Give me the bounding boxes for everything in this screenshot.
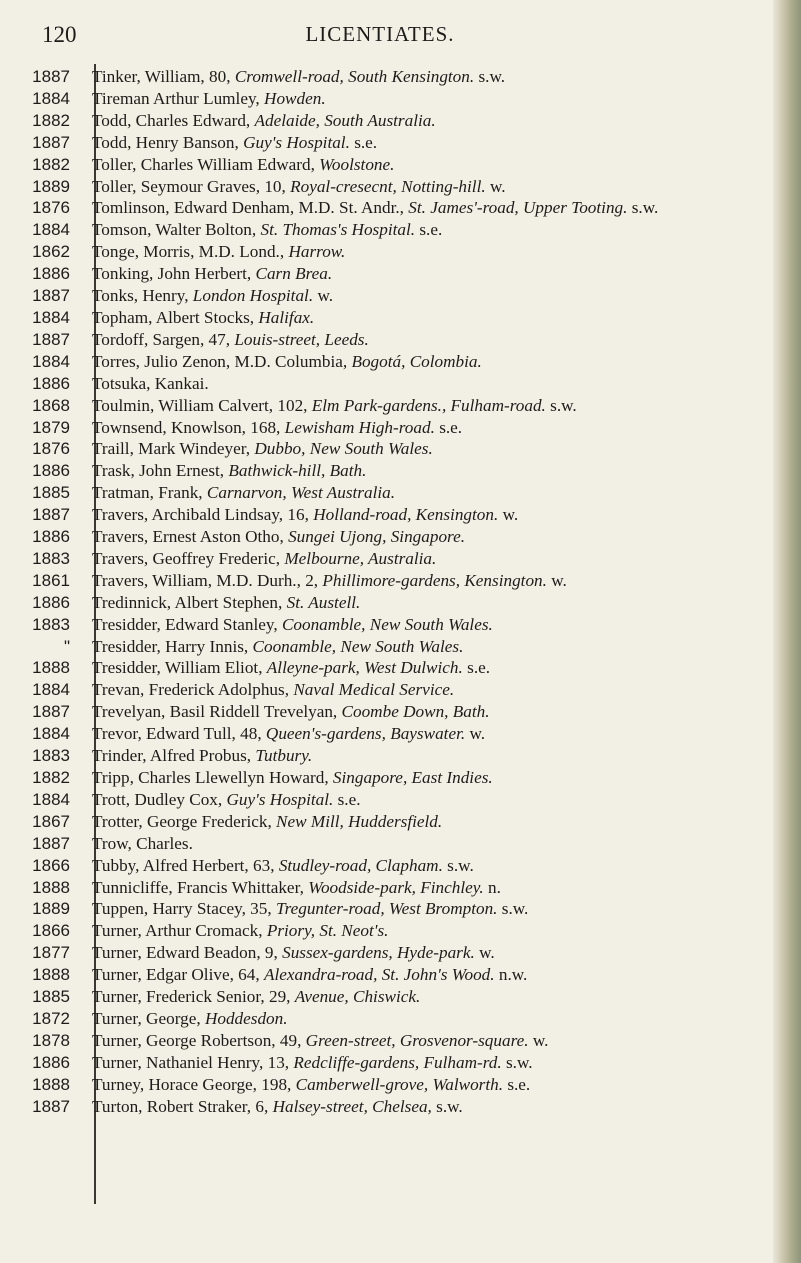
entry-year: 1876: [32, 439, 70, 459]
entry-year: 1876: [32, 198, 70, 218]
entry-row: [0, 373, 760, 395]
entry-row: [0, 855, 760, 877]
entry-row: [0, 1030, 760, 1052]
entry-text: [82, 263, 760, 285]
entry-place: Avenue, Chiswick.: [294, 987, 421, 1007]
entry-name: Turner, Frederick Senior, 29,: [92, 987, 295, 1007]
entry-place: Coonamble, New South Wales.: [252, 636, 464, 656]
entry-year: 1884: [32, 220, 70, 240]
entry-name: Trinder, Alfred Probus,: [92, 746, 256, 766]
entry-text: [82, 482, 760, 504]
entry-place: Alexandra-road, St. John's Wood.: [263, 965, 495, 985]
entry-row: [0, 351, 760, 373]
entry-name: Trevor, Edward Tull, 48,: [92, 724, 266, 744]
entry-postal-district: w.: [313, 286, 334, 306]
entry-name: Trott, Dudley Cox,: [92, 789, 227, 809]
entry-name: Tordoff, Sargen, 47,: [92, 329, 235, 349]
entry-place: Adelaide, South Australia.: [254, 110, 436, 130]
entry-text: [82, 986, 760, 1008]
entry-year: 1882: [32, 110, 70, 130]
entry-row: [0, 1008, 760, 1030]
entry-year: 1879: [32, 417, 70, 437]
entry-place: Louis-street, Leeds.: [234, 329, 369, 349]
entry-text: [82, 1030, 760, 1052]
entry-text: [82, 745, 760, 767]
entry-postal-district: s.w.: [627, 198, 659, 218]
entry-text: [82, 833, 760, 855]
entry-year: 1887: [32, 505, 70, 525]
entry-row: [0, 438, 760, 460]
entry-name: Todd, Henry Banson,: [92, 132, 244, 152]
entry-text: [82, 592, 760, 614]
entry-year: 1885: [32, 483, 70, 503]
entry-year: 1886: [32, 527, 70, 547]
entry-year: 1883: [32, 548, 70, 568]
entry-postal-district: w.: [498, 505, 519, 525]
entry-name: Turner, Arthur Cromack,: [92, 921, 267, 941]
entry-place: Cromwell-road, South Kensington.: [234, 67, 475, 86]
entry-year: 1887: [32, 67, 70, 86]
entry-name: Travers, Geoffrey Frederic,: [92, 548, 285, 568]
entry-row: [0, 154, 760, 176]
entry-row: [0, 657, 760, 679]
entry-place: Sussex-gardens, Hyde-park.: [282, 943, 475, 963]
entry-text: [82, 351, 760, 373]
entry-place: Alleyne-park, West Dulwich.: [266, 658, 463, 678]
entry-postal-district: s.w.: [442, 855, 474, 875]
entry-row: [0, 285, 760, 307]
entry-year: 1888: [32, 1074, 70, 1094]
entry-row: [0, 526, 760, 548]
entry-text: [82, 1008, 760, 1030]
entry-year: 1862: [32, 242, 70, 262]
entry-text: [82, 66, 760, 88]
page-number: 120: [42, 22, 77, 47]
entry-name: Tonking, John Herbert,: [92, 264, 256, 284]
entry-name: Tinker, William, 80,: [92, 67, 235, 86]
entry-postal-district: s.w.: [501, 1052, 533, 1072]
entry-place: Sungei Ujong, Singapore.: [288, 527, 466, 547]
entry-place: Elm Park-gardens., Fulham-road.: [311, 395, 546, 415]
entry-name: Toller, Charles William Edward,: [92, 154, 320, 174]
entry-place: Queen's-gardens, Bayswater.: [265, 724, 466, 744]
entry-place: New Mill, Huddersfield.: [276, 811, 443, 831]
entry-year: 1888: [32, 965, 70, 985]
entry-place: Naval Medical Service.: [293, 680, 455, 700]
entry-place: Carn Brea.: [255, 264, 333, 284]
entry-text: [82, 811, 760, 833]
entry-place: Holland-road, Kensington.: [313, 505, 499, 525]
entry-place: Royal-cresecnt, Notting-hill.: [290, 176, 486, 196]
entry-row: [0, 263, 760, 285]
entry-year: 1868: [32, 395, 70, 415]
entry-name: Trask, John Ernest,: [92, 461, 229, 481]
entry-name: Tomlinson, Edward Denham, M.D. St. Andr.,: [92, 198, 409, 218]
entry-name: Todd, Charles Edward,: [92, 110, 255, 130]
entry-name: Toulmin, William Calvert, 102,: [92, 395, 312, 415]
entry-row: [0, 417, 760, 439]
entry-year: 1886: [32, 592, 70, 612]
entry-year: 1888: [32, 877, 70, 897]
entry-text: [82, 176, 760, 198]
entry-name: Turner, Edgar Olive, 64,: [92, 965, 264, 985]
entry-name: Turton, Robert Straker, 6,: [92, 1096, 273, 1116]
entry-year: 1887: [32, 833, 70, 853]
entry-place: St. James'-road, Upper Tooting.: [408, 198, 628, 218]
entry-text: [82, 920, 760, 942]
entry-postal-district: s.w.: [545, 395, 577, 415]
entry-place: Halifax.: [258, 307, 315, 327]
entry-postal-district: n.: [483, 877, 501, 897]
entry-name: Trotter, George Frederick,: [92, 811, 277, 831]
entry-list: [0, 66, 760, 1118]
entry-place: Harrow.: [288, 242, 346, 262]
entry-year: 1877: [32, 943, 70, 963]
entry-name: Torres, Julio Zenon, M.D. Columbia,: [92, 351, 352, 371]
entry-place: Coombe Down, Bath.: [341, 702, 490, 722]
entry-row: [0, 307, 760, 329]
entry-name: Townsend, Knowlson, 168,: [92, 417, 285, 437]
entry-text: [82, 701, 760, 723]
entry-row: [0, 176, 760, 198]
entry-name: Tripp, Charles Llewellyn Howard,: [92, 768, 333, 787]
entry-row: [0, 482, 760, 504]
entry-year: 1888: [32, 658, 70, 678]
page-edge: [773, 0, 801, 1263]
entry-name: Travers, William, M.D. Durh., 2,: [92, 570, 323, 590]
entry-row: [0, 789, 760, 811]
entry-year: 1866: [32, 855, 70, 875]
entry-text: [82, 285, 760, 307]
entry-text: [82, 855, 760, 877]
entry-row: [0, 110, 760, 132]
entry-name: Toller, Seymour Graves, 10,: [92, 176, 291, 196]
entry-row: [0, 132, 760, 154]
entry-name: Turney, Horace George, 198,: [92, 1074, 296, 1094]
entry-name: Topham, Albert Stocks,: [92, 307, 259, 327]
entry-year: 1884: [32, 351, 70, 371]
entry-postal-district: s.e.: [333, 789, 361, 809]
entry-row: [0, 1052, 760, 1074]
entry-text: [82, 1052, 760, 1074]
entry-postal-district: s.e.: [462, 658, 491, 678]
entry-text: [82, 154, 760, 176]
entry-place: Camberwell-grove, Walworth.: [295, 1074, 504, 1094]
entry-year: 1887: [32, 132, 70, 152]
entry-row: [0, 1096, 760, 1118]
entry-postal-district: s.w.: [474, 67, 506, 86]
entry-year: 1872: [32, 1008, 70, 1028]
entry-row: [0, 679, 760, 701]
entry-postal-district: s.e.: [415, 220, 443, 240]
entry-year: 1883: [32, 746, 70, 766]
entry-text: [82, 219, 760, 241]
entry-text: [82, 88, 760, 110]
entry-text: [82, 438, 760, 460]
entry-place: Tutbury.: [255, 746, 313, 766]
entry-place: Priory, St. Neot's.: [266, 921, 389, 941]
entry-place: Halsey-street, Chelsea,: [272, 1096, 432, 1116]
entry-text: [82, 570, 760, 592]
entry-year: 1878: [32, 1030, 70, 1050]
entry-place: London Hospital.: [192, 286, 314, 306]
entry-name: Travers, Archibald Lindsay, 16,: [92, 505, 314, 525]
entry-year: 1866: [32, 921, 70, 941]
entry-place: Green-street, Grosvenor-square.: [305, 1030, 529, 1050]
entry-place: St. Austell.: [286, 592, 361, 612]
entry-place: Woolstone.: [319, 154, 395, 174]
entry-text: [82, 460, 760, 482]
entry-year: 1886: [32, 373, 70, 393]
entry-year: 1867: [32, 811, 70, 831]
entry-row: [0, 877, 760, 899]
entry-year: 1887: [32, 286, 70, 306]
entry-postal-district: w.: [485, 176, 506, 196]
entry-place: Guy's Hospital.: [226, 789, 334, 809]
entry-text: [82, 657, 760, 679]
entry-year: 1887: [32, 702, 70, 722]
entry-place: Melbourne, Australia.: [284, 548, 437, 568]
entry-row: [0, 920, 760, 942]
entry-name: Trow, Charles.: [92, 833, 193, 853]
entry-name: Tomson, Walter Bolton,: [92, 220, 261, 240]
entry-text: [82, 526, 760, 548]
entry-place: Howden.: [264, 88, 326, 108]
entry-year: 1883: [32, 614, 70, 634]
entry-row: [0, 833, 760, 855]
entry-year: 1884: [32, 724, 70, 744]
entry-row: [0, 701, 760, 723]
entry-postal-district: w.: [528, 1030, 549, 1050]
entry-name: Tonks, Henry,: [92, 286, 193, 306]
entry-row: [0, 197, 760, 219]
entry-year: 1885: [32, 987, 70, 1007]
entry-year: 1889: [32, 899, 70, 919]
entry-name: Traill, Mark Windeyer,: [92, 439, 255, 459]
entry-year: 1886: [32, 1052, 70, 1072]
entry-row: [0, 504, 760, 526]
entry-year: 1884: [32, 307, 70, 327]
entry-year: 1882: [32, 154, 70, 174]
entry-row: [0, 745, 760, 767]
entry-row: [0, 66, 760, 88]
entry-name: Trevan, Frederick Adolphus,: [92, 680, 294, 700]
entry-postal-district: w.: [546, 570, 567, 590]
entry-place: St. Thomas's Hospital.: [260, 220, 416, 240]
entry-year: 1882: [32, 768, 70, 787]
entry-row: [0, 767, 760, 789]
entry-text: [82, 548, 760, 570]
entry-year: 1884: [32, 88, 70, 108]
entry-place: Bathwick-hill, Bath.: [228, 461, 367, 481]
entry-place: Dubbo, New South Wales.: [254, 439, 433, 459]
entry-row: [0, 964, 760, 986]
entry-row: [0, 636, 760, 658]
entry-text: [82, 395, 760, 417]
entry-postal-district: s.e.: [349, 132, 378, 152]
entry-row: [0, 898, 760, 920]
entry-text: [82, 789, 760, 811]
entry-row: [0, 219, 760, 241]
entry-name: Totsuka, Kankai.: [92, 373, 209, 393]
entry-text: [82, 241, 760, 263]
entry-row: [0, 395, 760, 417]
entry-name: Tresidder, Edward Stanley,: [92, 614, 282, 634]
entry-text: [82, 373, 760, 395]
entry-text: [82, 197, 760, 219]
entry-postal-district: s.e.: [434, 417, 463, 437]
entry-name: Turner, George,: [92, 1008, 205, 1028]
entry-place: Singapore, East Indies.: [332, 768, 493, 787]
entry-text: [82, 636, 760, 658]
entry-text: [82, 942, 760, 964]
entry-name: Tonge, Morris, M.D. Lond.,: [92, 242, 289, 262]
entry-place: Phillimore-gardens, Kensington.: [322, 570, 547, 590]
entry-name: Turner, George Robertson, 49,: [92, 1030, 306, 1050]
entry-text: [82, 1096, 760, 1118]
entry-year: 1884: [32, 680, 70, 700]
entry-place: Lewisham High-road.: [284, 417, 435, 437]
entry-year: 1884: [32, 789, 70, 809]
entry-text: [82, 504, 760, 526]
entry-postal-district: n.w.: [494, 965, 528, 985]
entry-postal-district: s.w.: [497, 899, 529, 919]
entry-text: [82, 877, 760, 899]
entry-row: [0, 811, 760, 833]
entry-name: Tresidder, Harry Innis,: [92, 636, 253, 656]
entry-postal-district: s.e.: [503, 1074, 531, 1094]
entry-text: [82, 964, 760, 986]
entry-place: Carnarvon, West Australia.: [206, 483, 396, 503]
entry-text: [82, 898, 760, 920]
entry-year: 1889: [32, 176, 70, 196]
entry-name: Travers, Ernest Aston Otho,: [92, 527, 289, 547]
entry-text: [82, 723, 760, 745]
entry-text: [82, 679, 760, 701]
entry-postal-district: s.w.: [431, 1096, 463, 1116]
entry-place: Bogotá, Colombia.: [351, 351, 482, 371]
entry-name: Tunnicliffe, Francis Whittaker,: [92, 877, 309, 897]
entry-year: 1886: [32, 264, 70, 284]
entry-row: [0, 1074, 760, 1096]
entry-postal-district: w.: [474, 943, 495, 963]
entry-row: [0, 986, 760, 1008]
entry-row: [0, 329, 760, 351]
entry-row: [0, 241, 760, 263]
entry-place: Guy's Hospital.: [243, 132, 350, 152]
entry-place: Studley-road, Clapham.: [278, 855, 443, 875]
entry-row: [0, 570, 760, 592]
entry-name: Tresidder, William Eliot,: [92, 658, 267, 678]
page-header: [0, 22, 760, 52]
entry-place: Coonamble, New South Wales.: [281, 614, 493, 634]
entry-name: Tubby, Alfred Herbert, 63,: [92, 855, 279, 875]
entry-text: [82, 307, 760, 329]
entry-postal-district: w.: [465, 724, 486, 744]
entry-name: Turner, Edward Beadon, 9,: [92, 943, 283, 963]
entry-text: [82, 110, 760, 132]
entry-text: [82, 329, 760, 351]
entry-text: [82, 767, 760, 789]
entry-year: ": [63, 636, 70, 656]
entry-text: [82, 614, 760, 636]
entry-name: Tratman, Frank,: [92, 483, 207, 503]
entry-text: [82, 1074, 760, 1096]
entry-place: Redcliffe-gardens, Fulham-rd.: [293, 1052, 502, 1072]
entry-name: Turner, Nathaniel Henry, 13,: [92, 1052, 294, 1072]
entry-row: [0, 942, 760, 964]
running-head: LICENTIATES.: [305, 22, 455, 46]
entry-year: 1886: [32, 461, 70, 481]
entry-name: Tredinnick, Albert Stephen,: [92, 592, 287, 612]
entry-year: 1887: [32, 329, 70, 349]
entry-place: Tregunter-road, West Brompton.: [275, 899, 498, 919]
entry-year: 1887: [32, 1096, 70, 1116]
entry-text: [82, 417, 760, 439]
entry-text: [82, 132, 760, 154]
entry-row: [0, 548, 760, 570]
entry-row: [0, 614, 760, 636]
entry-row: [0, 460, 760, 482]
entry-row: [0, 88, 760, 110]
entry-name: Tuppen, Harry Stacey, 35,: [92, 899, 276, 919]
entry-name: Tireman Arthur Lumley,: [92, 88, 265, 108]
entry-place: Woodside-park, Finchley.: [308, 877, 484, 897]
entry-name: Trevelyan, Basil Riddell Trevelyan,: [92, 702, 342, 722]
entry-row: [0, 592, 760, 614]
entry-place: Hoddesdon.: [204, 1008, 288, 1028]
entry-year: 1861: [32, 570, 70, 590]
entry-row: [0, 723, 760, 745]
